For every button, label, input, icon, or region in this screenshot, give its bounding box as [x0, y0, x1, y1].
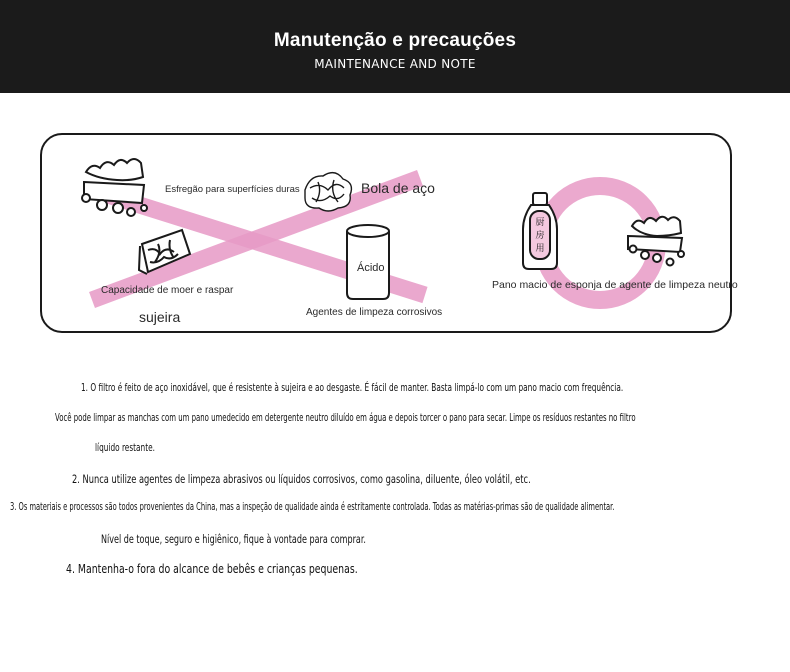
label-corrosive-agents: Agentes de limpeza corrosivos — [306, 307, 443, 318]
note-line-3: líquido restante. — [95, 442, 155, 454]
label-scrub: Esfregão para superfícies duras — [165, 184, 300, 195]
note-line-1: 1. O filtro é feito de aço inoxidável, que é resistente à sujeira e ao desgaste. É fácil de manter. Basta limpá-lo com um pano macio com frequência. — [81, 382, 624, 394]
sponge-icon — [628, 217, 684, 266]
label-acid: Ácido — [357, 262, 385, 274]
label-steel-wool: Bola de aço — [361, 180, 435, 196]
bottle-label: 厨房用 — [535, 217, 545, 253]
note-line-2: Você pode limpar as manchas com um pano umedecido em detergente neutro diluído em água e depois torcer o pano para secar. Limpe os resíduos restantes no filtro — [55, 412, 636, 424]
note-line-7: 4. Mantenha-o fora do alcance de bebês e crianças pequenas. — [66, 562, 358, 576]
label-soft-sponge: Pano macio de esponja de agente de limpeza neutro — [492, 279, 738, 291]
note-line-4: 2. Nunca utilize agentes de limpeza abrasivos ou líquidos corrosivos, como gasolina, diluente, óleo volátil, etc. — [72, 472, 531, 486]
label-dirt: sujeira — [139, 309, 181, 325]
page-title: Manutenção e precauções — [273, 30, 517, 51]
page-subtitle: MAINTENANCE AND NOTE — [314, 57, 476, 71]
note-line-6: Nível de toque, seguro e higiênico, fique à vontade para comprar. — [101, 532, 366, 546]
note-line-5: 3. Os materiais e processos são todos provenientes da China, mas a inspeção de qualidade ainda é estritamente controlada. Todas as matérias-primas são de qualidade alimentar. — [10, 501, 615, 513]
label-grind-scrape: Capacidade de moer e raspar — [101, 285, 234, 296]
steel-wool-icon — [305, 173, 351, 211]
